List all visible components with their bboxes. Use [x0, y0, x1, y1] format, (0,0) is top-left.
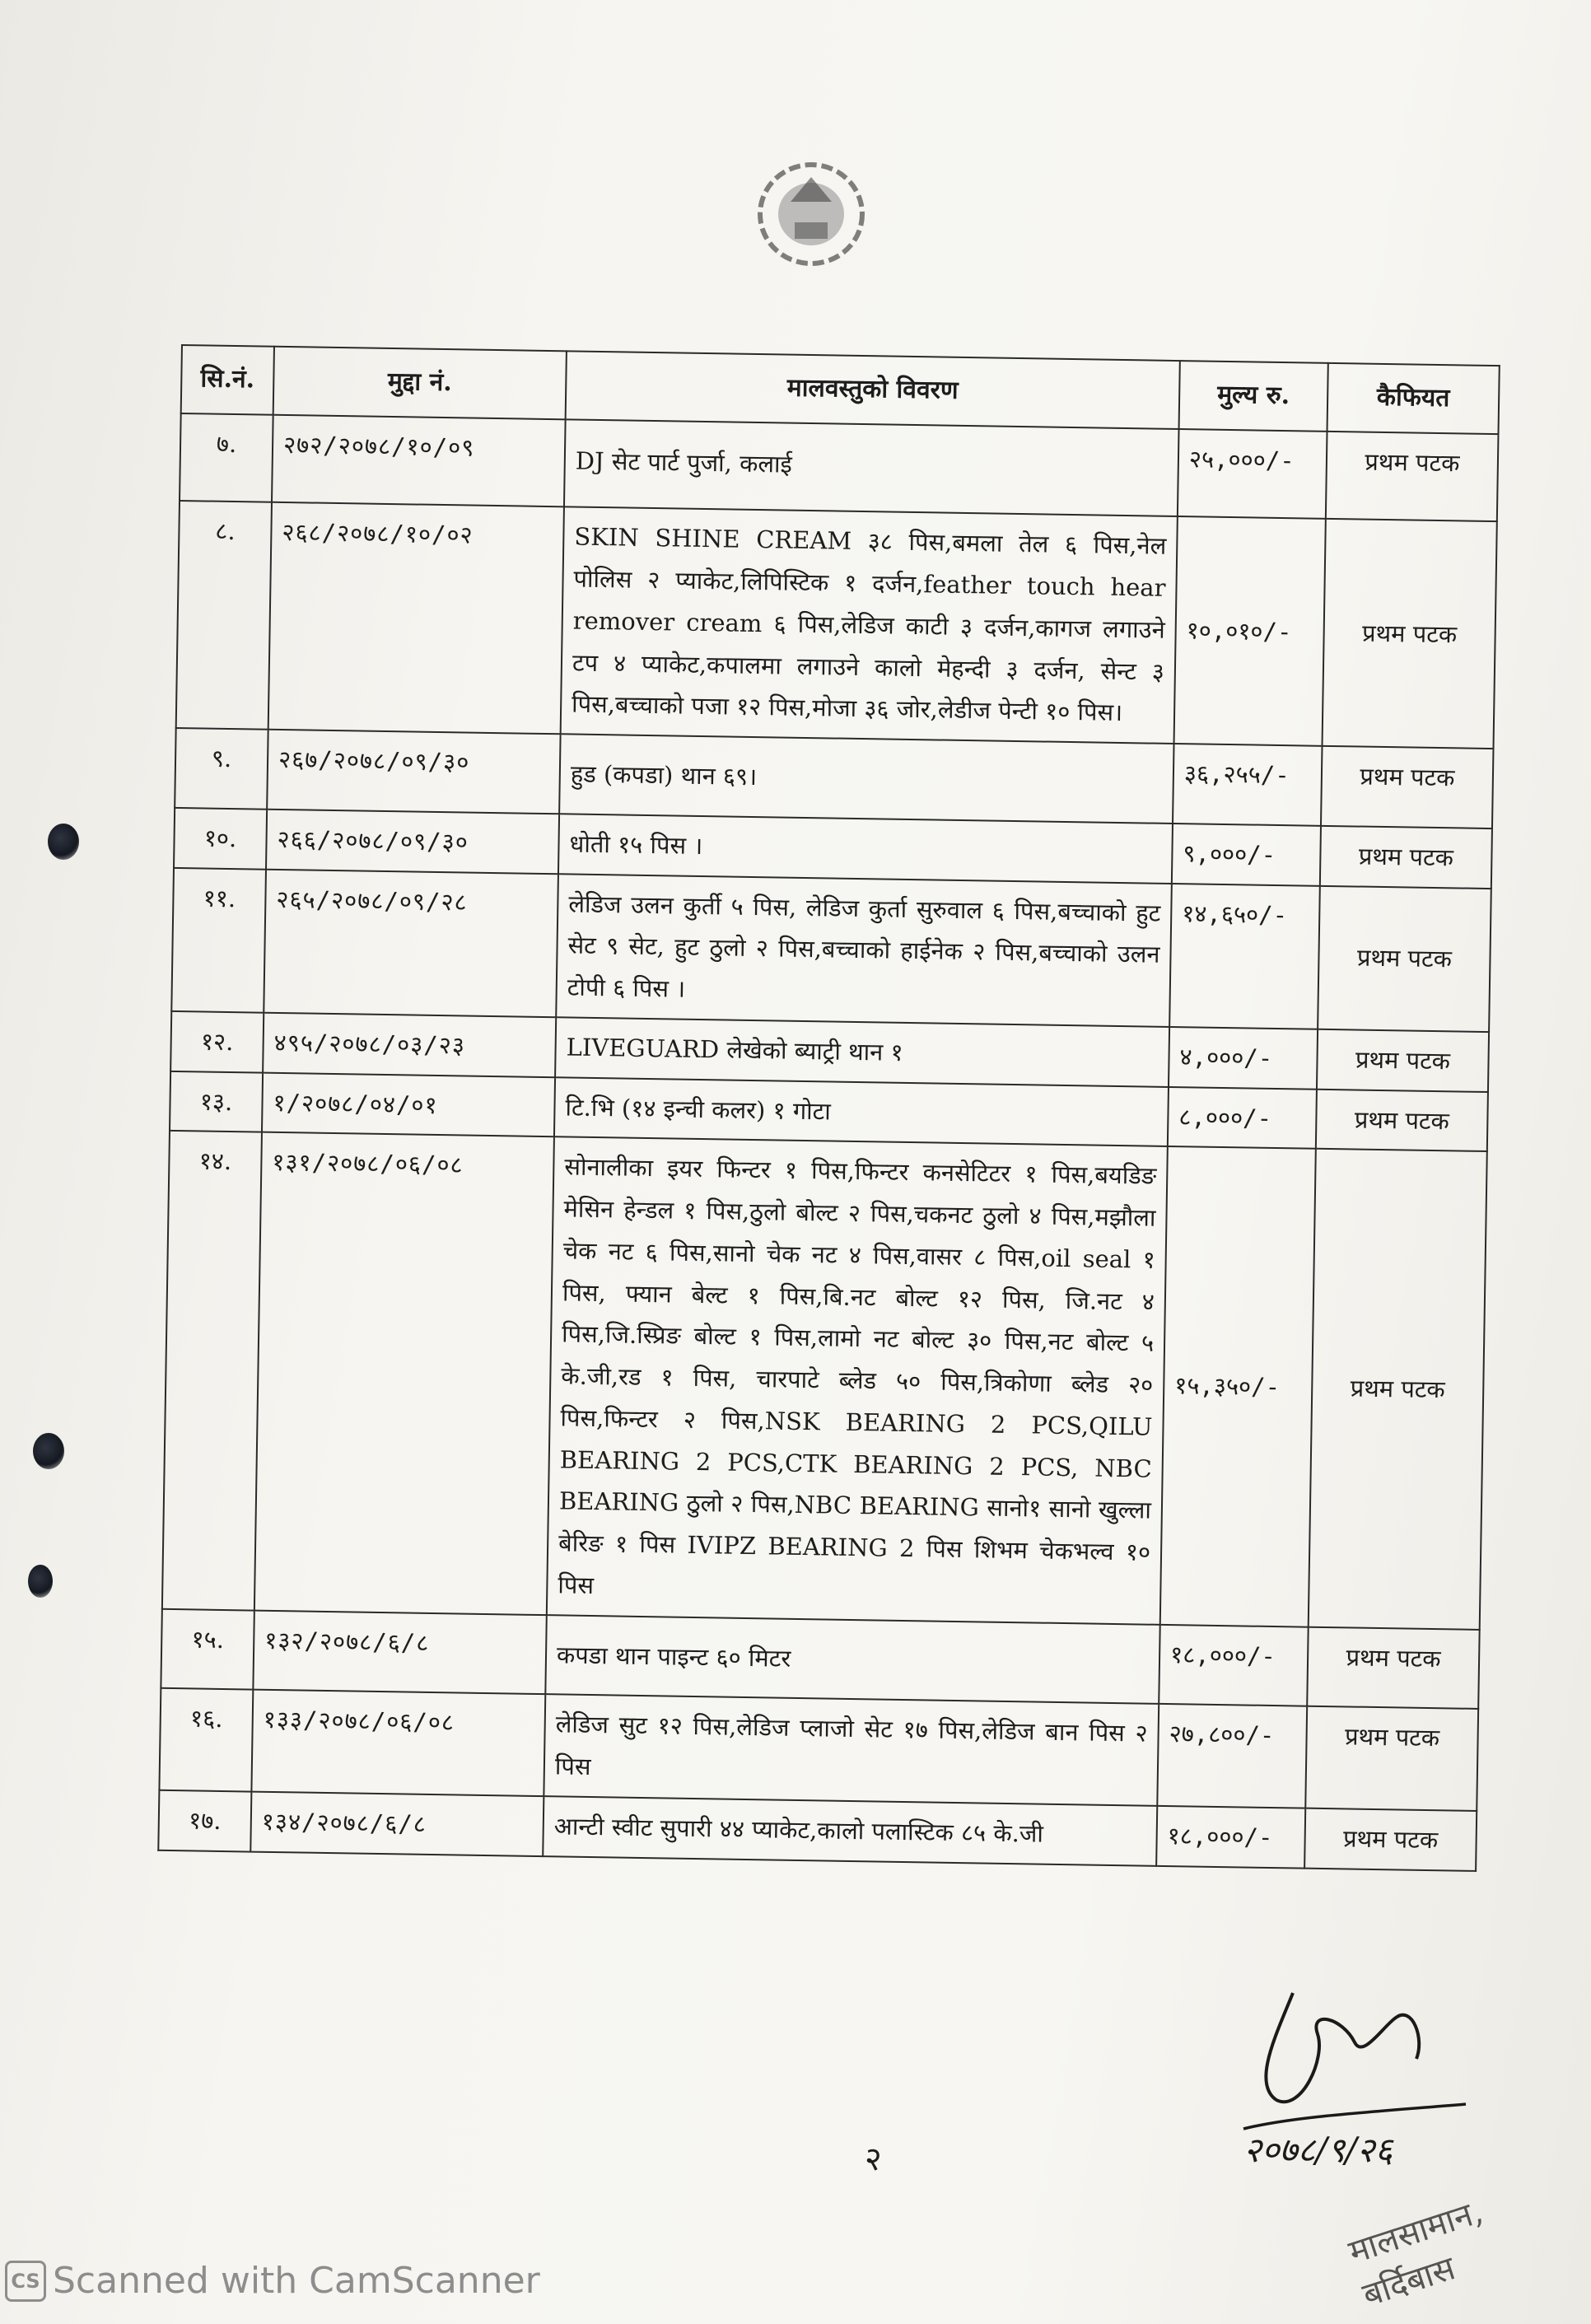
- serial-cell: ९.: [175, 728, 268, 809]
- case-number-cell: १३१/२०७८/०६/०८: [254, 1132, 554, 1615]
- case-number-cell: २६६/२०७८/०९/३०: [266, 809, 559, 873]
- remarks-cell: प्रथम पटक: [1316, 1089, 1488, 1151]
- serial-cell: १५.: [161, 1608, 254, 1689]
- punch-hole: [33, 1433, 64, 1469]
- remarks-cell: प्रथम पटक: [1323, 519, 1497, 749]
- remarks-cell: प्रथम पटक: [1304, 1808, 1477, 1870]
- value-cell: १५,३५०/-: [1160, 1146, 1316, 1626]
- description-cell: धोती १५ पिस ।: [558, 814, 1173, 883]
- description-cell: DJ सेट पार्ट पुर्जा, कलाई: [564, 419, 1179, 516]
- header-value: मुल्य रु.: [1179, 361, 1328, 431]
- serial-cell: १६.: [159, 1688, 253, 1791]
- case-number-cell: १/२०७८/०४/०१: [262, 1072, 555, 1136]
- serial-cell: ८.: [176, 501, 272, 729]
- case-number-cell: २६७/२०७८/०९/३०: [267, 730, 560, 814]
- table-row: [162, 1131, 1487, 1629]
- value-cell: ८,०००/-: [1168, 1086, 1317, 1149]
- description-cell: हुड (कपडा) थान ६९।: [559, 734, 1173, 823]
- remarks-cell: प्रथम पटक: [1321, 746, 1493, 828]
- description-cell: टि.भि (१४ इन्ची कलर) १ गोटा: [554, 1077, 1169, 1146]
- remarks-cell: प्रथम पटक: [1317, 1029, 1489, 1092]
- nepal-emblem-icon: [745, 152, 877, 276]
- scanner-watermark: [5, 2260, 540, 2302]
- seized-goods-table: [157, 344, 1500, 1871]
- case-number-cell: १३२/२०७८/६/८: [253, 1610, 546, 1694]
- serial-cell: १४.: [162, 1131, 262, 1610]
- signature-icon: [1219, 1960, 1515, 2174]
- description-cell: कपडा थान पाइन्ट ६० मिटर: [545, 1615, 1159, 1704]
- value-cell: १४,६५०/-: [1169, 883, 1320, 1029]
- header-case-number: मुद्दा नं.: [273, 347, 567, 419]
- case-number-cell: १३४/२०७८/६/८: [250, 1791, 544, 1855]
- value-cell: १०,०१०/-: [1174, 516, 1326, 746]
- value-cell: १८,०००/-: [1156, 1806, 1305, 1869]
- office-stamp-text: मालसामान, बर्दिबास: [1344, 2192, 1488, 2315]
- remarks-cell: प्रथम पटक: [1307, 1626, 1479, 1709]
- header-serial: सि.नं.: [181, 345, 274, 414]
- description-cell: लेडिज उलन कुर्ती ५ पिस, लेडिज कुर्ता सुरुवाल ६ पिस,बच्चाको हुट सेट ९ सेट, हुट ठुलो २ पिस,बच्चाको हाईनेक २ पिस,बच्चाको उलन टोपी ६ पिस ।: [556, 874, 1172, 1027]
- serial-cell: १३.: [170, 1071, 263, 1132]
- description-cell: SKIN SHINE CREAM ३८ पिस,बमला तेल ६ पिस,नेल पोलिस २ प्याकेट,लिपिस्टिक १ दर्जन,feather touch hear remover cream ६ पिस,लेडिज काटी ३ दर्जन,कागज लगाउने टप ४ प्याकेट,कपालमा लगाउने कालो मेहन्दी ३ दर्जन, सेन्ट ३ पिस,बच्चाको पजा १२ पिस,मोजा ३६ जोर,लेडीज पेन्टी १० पिस।: [561, 507, 1178, 744]
- remarks-cell: प्रथम पटक: [1326, 431, 1499, 521]
- case-number-cell: ४९५/२०७८/०३/२३: [263, 1012, 556, 1076]
- case-number-cell: २६५/२०७८/०९/२८: [264, 869, 558, 1017]
- description-cell: LIVEGUARD लेखेको ब्याट्री थान १: [555, 1017, 1169, 1086]
- case-number-cell: १३३/२०७८/०६/०८: [251, 1690, 545, 1796]
- value-cell: ३६,२५५/-: [1173, 744, 1322, 826]
- remarks-cell: प्रथम पटक: [1309, 1149, 1487, 1629]
- signature-date: २०७८/९/२६: [1243, 2130, 1393, 2170]
- table-row: [171, 867, 1491, 1031]
- table-row: [176, 501, 1497, 749]
- value-cell: २७,८००/-: [1157, 1704, 1307, 1808]
- remarks-cell: प्रथम पटक: [1305, 1706, 1478, 1811]
- page-number: २: [865, 2140, 882, 2178]
- scanner-watermark-text: Scanned with CamScanner: [53, 2260, 540, 2302]
- case-number-cell: २७२/२०७८/१०/०९: [272, 414, 566, 506]
- camscanner-logo-icon: CS: [5, 2261, 46, 2302]
- remarks-cell: प्रथम पटक: [1320, 826, 1492, 889]
- description-cell: लेडिज सुट १२ पिस,लेडिज प्लाजो सेट १७ पिस,लेडिज बान पिस २ पिस: [544, 1694, 1159, 1805]
- serial-cell: ७.: [180, 413, 273, 502]
- case-number-cell: २६८/२०७८/१०/०२: [268, 502, 564, 734]
- punch-hole: [48, 824, 79, 860]
- description-cell: आन्टी स्वीट सुपारी ४४ प्याकेट,कालो पलास्टिक ८५ के.जी: [543, 1796, 1157, 1865]
- serial-cell: ११.: [171, 867, 266, 1012]
- value-cell: ४,०००/-: [1169, 1027, 1318, 1090]
- punch-hole: [28, 1565, 53, 1598]
- value-cell: २५,०००/-: [1178, 429, 1327, 520]
- value-cell: १८,०००/-: [1159, 1624, 1308, 1706]
- header-goods-description: मालवस्तुको विवरण: [566, 351, 1180, 428]
- description-cell: सोनालीका इयर फिन्टर १ पिस,फिन्टर कनसेटिटर १ पिस,बयडिङ मेसिन हेन्डल १ पिस,ठुलो बोल्ट २ पिस,चकनट ठुलो ४ पिस,मझौला चेक नट ६ पिस,सानो चेक नट ४ पिस,वासर ८ पिस,oil seal १ पिस, फ्यान बेल्ट १ पिस,बि.नट बोल्ट १२ पिस, जि.नट ४ पिस,जि.स्प्रिङ बोल्ट १ पिस,लामो नट बोल्ट ३० पिस,नट बोल्ट ५ के.जी,रड १ पिस, चारपाटे ब्लेड ५० पिस,त्रिकोणा ब्लेड २० पिस,फिन्टर २ पिस,NSK BEARING 2 PCS,QILU BEARING 2 PCS,CTK BEARING 2 PCS, NBC BEARING ठुलो २ पिस,NBC BEARING सानो१ सानो खुल्ला बेरिङ १ पिस IVIPZ BEARING 2 पिस शिभम चेकभल्व १० पिस: [547, 1136, 1168, 1624]
- serial-cell: १२.: [170, 1011, 264, 1073]
- serial-cell: १०.: [174, 808, 267, 870]
- value-cell: ९,०००/-: [1172, 824, 1321, 886]
- serial-cell: १७.: [158, 1790, 251, 1852]
- header-remarks: कैफियत: [1327, 363, 1500, 434]
- remarks-cell: प्रथम पटक: [1318, 885, 1491, 1031]
